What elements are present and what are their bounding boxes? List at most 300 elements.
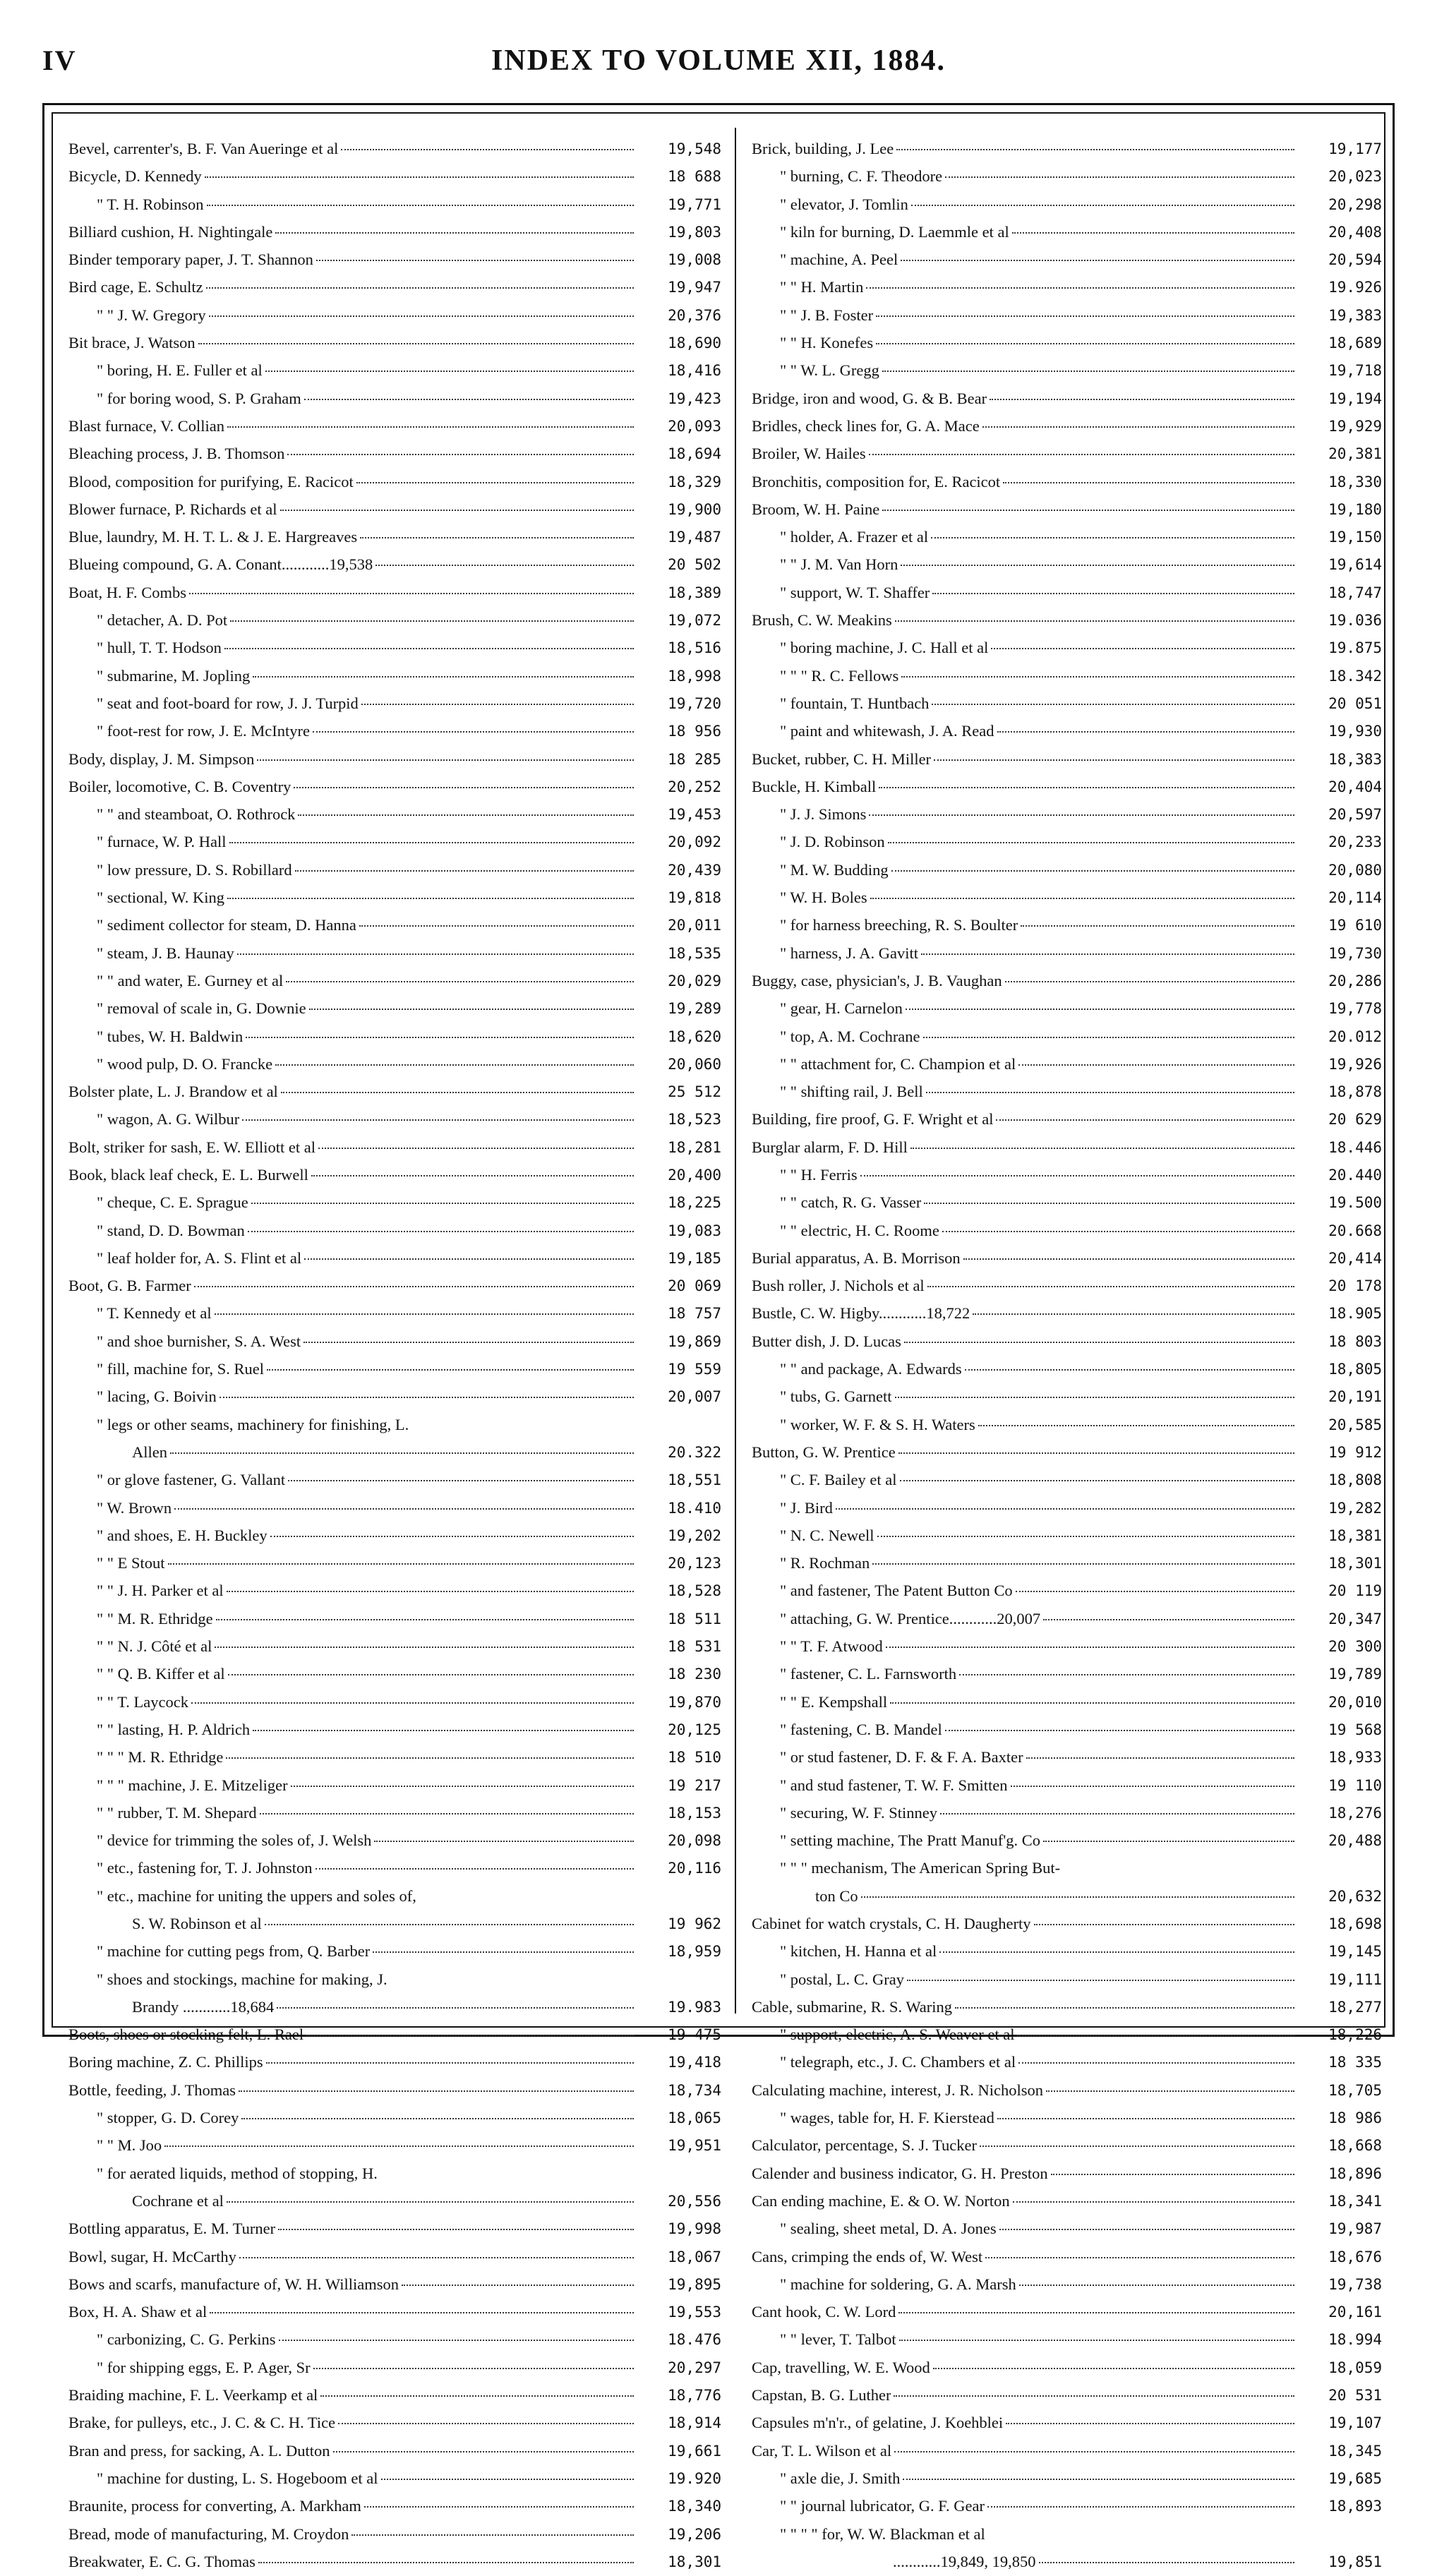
entry-number: 20,404 <box>1328 778 1382 795</box>
entry-number: 18,535 <box>668 944 721 962</box>
entry-text: Braunite, process for converting, A. Markham <box>68 2497 361 2515</box>
leader-dots <box>303 1341 634 1343</box>
leader-dots <box>351 2534 634 2536</box>
index-entry <box>68 385 721 412</box>
index-entry <box>752 1328 1382 1355</box>
entry-number: 19 568 <box>1328 1721 1382 1738</box>
leader-dots <box>248 1230 634 1232</box>
entry-text: " or stud fastener, D. F. & F. A. Baxter <box>780 1748 1023 1767</box>
entry-text: " top, A. M. Cochrane <box>780 1027 920 1045</box>
leader-dots <box>1013 2201 1294 2203</box>
entry-number: 19,730 <box>1328 944 1382 962</box>
entry-number: 20 629 <box>1328 1111 1382 1128</box>
leader-dots <box>882 509 1294 511</box>
entry-number: 18.905 <box>1328 1305 1382 1323</box>
entry-number: 18,341 <box>1328 2192 1382 2210</box>
index-entry <box>752 2354 1382 2381</box>
entry-text: " " " machine, J. E. Mitzeliger <box>97 1776 288 1794</box>
index-entry <box>68 2131 721 2159</box>
index-entry <box>752 2076 1382 2104</box>
index-entry <box>68 2104 721 2131</box>
entry-number: 18 335 <box>1328 2054 1382 2071</box>
leader-dots <box>333 2450 634 2452</box>
entry-text: " " attachment for, C. Champion et al <box>780 1054 1016 1073</box>
leader-dots <box>876 315 1294 317</box>
entry-number: 18.994 <box>1328 2331 1382 2349</box>
entry-number: 20,007 <box>668 1388 721 1406</box>
leader-dots <box>239 2256 634 2258</box>
leader-dots <box>226 1757 634 1759</box>
index-entry <box>752 1605 1382 1632</box>
entry-number: 18 803 <box>1328 1332 1382 1350</box>
entry-number: 18,528 <box>668 1582 721 1600</box>
index-entry <box>752 1799 1382 1826</box>
entry-text: Bicycle, D. Kennedy <box>68 167 202 186</box>
leader-dots <box>904 1341 1294 1343</box>
index-entry <box>752 1494 1382 1522</box>
leader-dots <box>926 1091 1294 1093</box>
entry-text: " steam, J. B. Haunay <box>97 944 234 962</box>
index-entry <box>68 1133 721 1161</box>
entry-text: Boot, G. B. Farmer <box>68 1277 191 1295</box>
entry-text: " postal, L. C. Gray <box>780 1970 905 1988</box>
index-entry <box>68 2243 721 2270</box>
leader-dots <box>910 1147 1294 1149</box>
entry-number: 19,180 <box>1328 500 1382 518</box>
entry-number: 20 119 <box>1328 1582 1382 1600</box>
entry-text: " " J. B. Foster <box>780 306 874 324</box>
leader-dots <box>341 148 634 150</box>
entry-number: 19,548 <box>668 140 721 157</box>
entry-number: 20,093 <box>668 417 721 435</box>
entry-number: 19,720 <box>668 694 721 712</box>
leader-dots <box>895 1396 1294 1398</box>
leader-dots <box>267 1368 634 1371</box>
index-entry <box>68 1328 721 1355</box>
leader-dots <box>898 1452 1294 1454</box>
index-entry <box>68 1161 721 1188</box>
entry-text: Butter dish, J. D. Lucas <box>752 1332 901 1350</box>
index-entry <box>68 356 721 384</box>
index-entry <box>68 218 721 246</box>
entry-number: 20,233 <box>1328 833 1382 851</box>
index-entry <box>752 273 1382 301</box>
entry-text: " " T. Laycock <box>97 1692 188 1711</box>
leader-dots <box>174 1507 634 1510</box>
entry-text: " low pressure, D. S. Robillard <box>97 860 292 879</box>
entry-text: " stopper, G. D. Corey <box>97 2109 239 2127</box>
entry-text: " J. J. Simons <box>780 805 867 824</box>
leader-dots <box>304 398 634 400</box>
leader-dots <box>1006 2422 1294 2424</box>
entry-number: 19,947 <box>668 279 721 296</box>
entry-text: Boots, shoes or stocking felt, L. Rael <box>68 2026 304 2044</box>
entry-number: 19,150 <box>1328 529 1382 546</box>
entry-number: 18,330 <box>1328 473 1382 490</box>
entry-number: 18,734 <box>668 2081 721 2099</box>
leader-dots <box>318 1147 634 1149</box>
index-entry <box>68 994 721 1022</box>
index-entry <box>68 634 721 661</box>
index-entry <box>68 1411 721 1438</box>
leader-dots <box>313 2367 634 2369</box>
entry-text: " furnace, W. P. Hall <box>97 833 227 851</box>
index-entry <box>752 856 1382 884</box>
leader-dots <box>209 315 634 317</box>
entry-text: ............19,849, 19,850 <box>893 2552 1036 2570</box>
leader-dots <box>294 786 634 788</box>
entry-text: " " Q. B. Kiffer et al <box>97 1665 225 1683</box>
entry-text: " legs or other seams, machinery for finishing, L. <box>97 1415 409 1433</box>
entry-number: 20,298 <box>1328 195 1382 213</box>
entry-text: Cap, travelling, W. E. Wood <box>752 2358 930 2376</box>
entry-text: Brandy ............18,684 <box>132 1997 275 2016</box>
entry-text: " J. Bird <box>780 1498 833 1517</box>
index-entry <box>752 2325 1382 2353</box>
index-entry <box>752 1966 1382 1993</box>
entry-number: 19,614 <box>1328 556 1382 574</box>
index-entry <box>68 662 721 690</box>
index-entry <box>752 1161 1382 1188</box>
leader-dots <box>978 1424 1294 1426</box>
entry-text: Bread, mode of manufacturing, M. Croydon <box>68 2524 349 2543</box>
leader-dots <box>373 1951 634 1953</box>
index-entry <box>68 1299 721 1327</box>
leader-dots <box>304 1258 634 1260</box>
index-entry <box>68 550 721 578</box>
index-entry <box>752 495 1382 523</box>
entry-number: 18,694 <box>668 445 721 463</box>
index-entry <box>68 135 721 162</box>
leader-dots <box>927 1285 1294 1287</box>
entry-number: 19,771 <box>668 195 721 213</box>
leader-dots <box>194 1285 634 1287</box>
leader-dots <box>1005 980 1294 982</box>
leader-dots <box>251 1202 634 1204</box>
index-entry <box>68 2381 721 2409</box>
entry-number: 18,896 <box>1328 2165 1382 2182</box>
entry-number: 18 531 <box>668 1638 721 1656</box>
entry-text: Calculator, percentage, S. J. Tucker <box>752 2136 978 2155</box>
entry-text: Box, H. A. Shaw et al <box>68 2303 208 2321</box>
entry-text: ton Co <box>815 1886 858 1905</box>
leader-dots <box>982 426 1294 428</box>
entry-number: 19 110 <box>1328 1776 1382 1794</box>
index-entry <box>68 1882 721 1910</box>
entry-number: 20.012 <box>1328 1028 1382 1045</box>
leader-dots <box>945 176 1294 178</box>
index-entry <box>752 773 1382 800</box>
index-entry <box>752 2520 1382 2548</box>
entry-number: 18 688 <box>668 168 721 186</box>
entry-text: Brake, for pulleys, etc., J. C. & C. H. Tice <box>68 2414 336 2432</box>
leader-dots <box>242 1119 634 1121</box>
leader-dots <box>224 647 634 649</box>
entry-number: 20,011 <box>668 917 721 934</box>
index-entry <box>752 662 1382 690</box>
leader-dots <box>275 231 634 234</box>
entry-text: Bevel, carrenter's, B. F. Van Aueringe et al <box>68 140 339 157</box>
index-entry <box>68 1272 721 1299</box>
entry-number: 19 217 <box>668 1776 721 1794</box>
entry-text: " " journal lubricator, G. F. Gear <box>780 2497 985 2515</box>
entry-text: " and stud fastener, T. W. F. Smitten <box>780 1776 1008 1794</box>
leader-dots <box>374 1840 634 1842</box>
entry-number: 20,488 <box>1328 1832 1382 1850</box>
leader-dots <box>279 2339 634 2341</box>
entry-text: " " shifting rail, J. Bell <box>780 1083 923 1101</box>
column-divider <box>735 128 736 2014</box>
entry-number: 18,301 <box>1328 1555 1382 1572</box>
entry-number: 19.920 <box>668 2469 721 2487</box>
index-entry <box>68 1854 721 1882</box>
leader-dots <box>1051 2173 1294 2175</box>
entry-text: Burglar alarm, F. D. Hill <box>752 1138 908 1156</box>
leader-dots <box>980 2145 1294 2147</box>
entry-text: " " catch, R. G. Vasser <box>780 1193 922 1212</box>
index-entry <box>752 2464 1382 2492</box>
leader-dots <box>891 869 1294 872</box>
leader-dots <box>265 1923 634 1925</box>
index-entry <box>68 1549 721 1577</box>
leader-dots <box>836 1507 1294 1510</box>
index-entry <box>68 2464 721 2492</box>
entry-number: 18,301 <box>668 2553 721 2570</box>
index-entry <box>68 1771 721 1799</box>
leader-dots <box>997 730 1294 733</box>
index-entry <box>68 1993 721 2021</box>
entry-text: " cheque, C. E. Sprague <box>97 1193 248 1212</box>
entry-text: " etc., machine for uniting the uppers and soles of, <box>97 1886 416 1905</box>
leader-dots <box>215 1646 634 1648</box>
index-entry <box>752 1549 1382 1577</box>
entry-number: 20,125 <box>668 1721 721 1738</box>
entry-text: " and fastener, The Patent Button Co <box>780 1582 1013 1600</box>
index-entry <box>68 1577 721 1604</box>
index-entry <box>68 468 721 495</box>
index-entry <box>68 1466 721 1493</box>
leader-dots <box>315 1867 634 1870</box>
index-entry <box>68 717 721 745</box>
leader-dots <box>907 1979 1294 1981</box>
entry-number: 19 475 <box>668 2026 721 2044</box>
index-entry <box>68 1078 721 1105</box>
entry-text: Blue, laundry, M. H. T. L. & J. E. Hargreaves <box>68 528 358 546</box>
entry-text: " " E Stout <box>97 1554 165 1572</box>
index-entry <box>752 1244 1382 1272</box>
index-entry <box>68 1023 721 1050</box>
leader-dots <box>870 897 1294 899</box>
leader-dots <box>934 759 1294 761</box>
entry-text: S. W. Robinson et al <box>132 1915 262 1932</box>
entry-text: Bridge, iron and wood, G. & B. Bear <box>752 389 987 407</box>
leader-dots <box>168 1563 634 1565</box>
entry-number: 19,951 <box>668 2137 721 2155</box>
entry-number: 19,870 <box>668 1693 721 1711</box>
entry-text: Blower furnace, P. Richards et al <box>68 500 277 518</box>
entry-text: Bows and scarfs, manufacture of, W. H. Williamson <box>68 2275 399 2293</box>
leader-dots <box>991 647 1294 649</box>
leader-dots <box>894 2395 1294 2397</box>
leader-dots <box>205 176 634 178</box>
entry-number: 20 051 <box>1328 694 1382 712</box>
index-entry <box>68 523 721 550</box>
leader-dots <box>1021 925 1294 927</box>
leader-dots <box>286 980 634 982</box>
index-entry <box>752 911 1382 939</box>
entry-number: 19,553 <box>668 2304 721 2321</box>
index-entry <box>752 1188 1382 1216</box>
leader-dots <box>1043 1840 1294 1842</box>
index-entry <box>752 385 1382 412</box>
entry-text: " " J. M. Van Horn <box>780 555 898 574</box>
page-number: IV <box>42 44 77 76</box>
entry-number: 20,060 <box>668 1055 721 1073</box>
entry-number: 19.875 <box>1328 639 1382 657</box>
entry-text: Breakwater, E. C. G. Thomas <box>68 2552 255 2570</box>
leader-dots <box>320 2395 634 2397</box>
entry-number: 18,389 <box>668 584 721 601</box>
entry-number: 25 512 <box>668 1083 721 1101</box>
index-entry <box>752 246 1382 273</box>
index-entry <box>68 495 721 523</box>
entry-text: " " lasting, H. P. Aldrich <box>97 1720 251 1738</box>
entry-number: 18,747 <box>1328 584 1382 601</box>
entry-text: " support, electric, A. S. Weaver et al <box>780 2026 1015 2044</box>
index-entry <box>752 1522 1382 1549</box>
left-column <box>68 135 721 2570</box>
entry-text: " C. F. Bailey et al <box>780 1471 897 1489</box>
index-entry <box>752 828 1382 855</box>
entry-number: 19,895 <box>668 2275 721 2293</box>
index-entry <box>752 1272 1382 1299</box>
entry-text: Buggy, case, physician's, J. B. Vaughan <box>752 971 1002 989</box>
index-entry <box>752 523 1382 550</box>
entry-number: 18,551 <box>668 1471 721 1489</box>
entry-text: Can ending machine, E. & O. W. Norton <box>752 2191 1010 2210</box>
index-entry <box>68 273 721 301</box>
index-entry <box>68 800 721 828</box>
leader-dots <box>1016 1590 1294 1592</box>
index-entry <box>752 329 1382 356</box>
leader-dots <box>246 1036 634 1038</box>
entry-text: Broom, W. H. Paine <box>752 500 880 518</box>
index-entry <box>68 1244 721 1272</box>
leader-dots <box>888 841 1294 843</box>
leader-dots <box>207 204 635 206</box>
entry-text: " fastener, C. L. Farnsworth <box>780 1665 957 1683</box>
entry-number: 18,705 <box>1328 2081 1382 2099</box>
leader-dots <box>210 2311 634 2313</box>
entry-text: " submarine, M. Jopling <box>97 666 251 685</box>
index-entry <box>752 606 1382 634</box>
leader-dots <box>237 953 634 955</box>
index-entry <box>752 1438 1382 1466</box>
index-entry <box>68 412 721 440</box>
index-entry <box>68 329 721 356</box>
entry-number: 18,416 <box>668 362 721 380</box>
leader-dots <box>270 1535 634 1537</box>
entry-text: " axle die, J. Smith <box>780 2469 901 2487</box>
leader-dots <box>924 1202 1294 1204</box>
entry-text: " boring, H. E. Fuller et al <box>97 361 263 380</box>
entry-number: 18,340 <box>668 2498 721 2515</box>
entry-number: 18,276 <box>1328 1804 1382 1822</box>
index-entry <box>752 634 1382 661</box>
entry-text: " paint and whitewash, J. A. Read <box>780 722 994 740</box>
entry-text: Cant hook, C. W. Lord <box>752 2303 896 2321</box>
entry-number: 19,778 <box>1328 1000 1382 1018</box>
entry-text: " J. D. Robinson <box>780 833 885 851</box>
index-entry <box>752 2160 1382 2187</box>
entry-number: 19 912 <box>1328 1443 1382 1461</box>
leader-dots <box>940 1812 1294 1814</box>
index-entry <box>68 2520 721 2548</box>
entry-text: " " and water, E. Gurney et al <box>97 971 284 989</box>
entry-text: Body, display, J. M. Simpson <box>68 750 255 768</box>
leader-dots <box>216 1618 634 1620</box>
index-entry <box>68 2187 721 2215</box>
entry-text: Bran and press, for sacking, A. L. Dutton <box>68 2441 330 2460</box>
index-entry <box>68 162 721 190</box>
entry-number: 18,345 <box>1328 2442 1382 2460</box>
entry-number: 18.342 <box>1328 667 1382 685</box>
entry-text: " seat and foot-board for row, J. J. Turpid <box>97 694 359 712</box>
entry-text: Braiding machine, F. L. Veerkamp et al <box>68 2386 318 2405</box>
leader-dots <box>229 841 634 843</box>
leader-dots <box>999 2228 1294 2230</box>
entry-text: " for harness breeching, R. S. Boulter <box>780 916 1018 934</box>
entry-number: 19.926 <box>1328 279 1382 296</box>
index-entry <box>752 1826 1382 1854</box>
entry-text: " " electric, H. C. Roome <box>780 1221 939 1239</box>
leader-dots <box>872 1563 1294 1565</box>
index-entry <box>68 1383 721 1410</box>
index-entry <box>68 191 721 218</box>
entry-number: 19.500 <box>1328 1194 1382 1212</box>
entry-number: 18,668 <box>1328 2137 1382 2155</box>
entry-number: 19 610 <box>1328 917 1382 934</box>
entry-text: " sectional, W. King <box>97 889 225 907</box>
entry-text: Book, black leaf check, E. L. Burwell <box>68 1165 308 1184</box>
entry-text: Bottle, feeding, J. Thomas <box>68 2081 236 2099</box>
entry-text: Boring machine, Z. C. Phillips <box>68 2053 263 2071</box>
entry-number: 19,987 <box>1328 2220 1382 2238</box>
page-header <box>42 44 1395 86</box>
leader-dots <box>265 370 634 372</box>
entry-number: 18,277 <box>1328 1998 1382 2016</box>
entry-text: " kitchen, H. Hanna et al <box>780 1942 937 1961</box>
entry-text: " sealing, sheet metal, D. A. Jones <box>780 2220 997 2238</box>
entry-number: 19,738 <box>1328 2275 1382 2293</box>
entry-number: 20 069 <box>668 1277 721 1295</box>
index-entry <box>68 967 721 994</box>
leader-dots <box>1017 2034 1294 2036</box>
index-entry <box>68 1438 721 1466</box>
leader-dots <box>931 536 1294 538</box>
index-entry <box>752 717 1382 745</box>
entry-number: 19,282 <box>1328 1499 1382 1517</box>
index-frame <box>42 103 1395 2570</box>
leader-dots <box>220 1396 634 1398</box>
entry-text: Binder temporary paper, J. T. Shannon <box>68 251 313 269</box>
leader-dots <box>191 1702 634 1704</box>
leader-dots <box>1011 1785 1294 1787</box>
index-entry <box>752 884 1382 911</box>
entry-number: 18,381 <box>1328 1527 1382 1544</box>
entry-number: 20,376 <box>668 306 721 324</box>
entry-number: 18 510 <box>668 1749 721 1767</box>
